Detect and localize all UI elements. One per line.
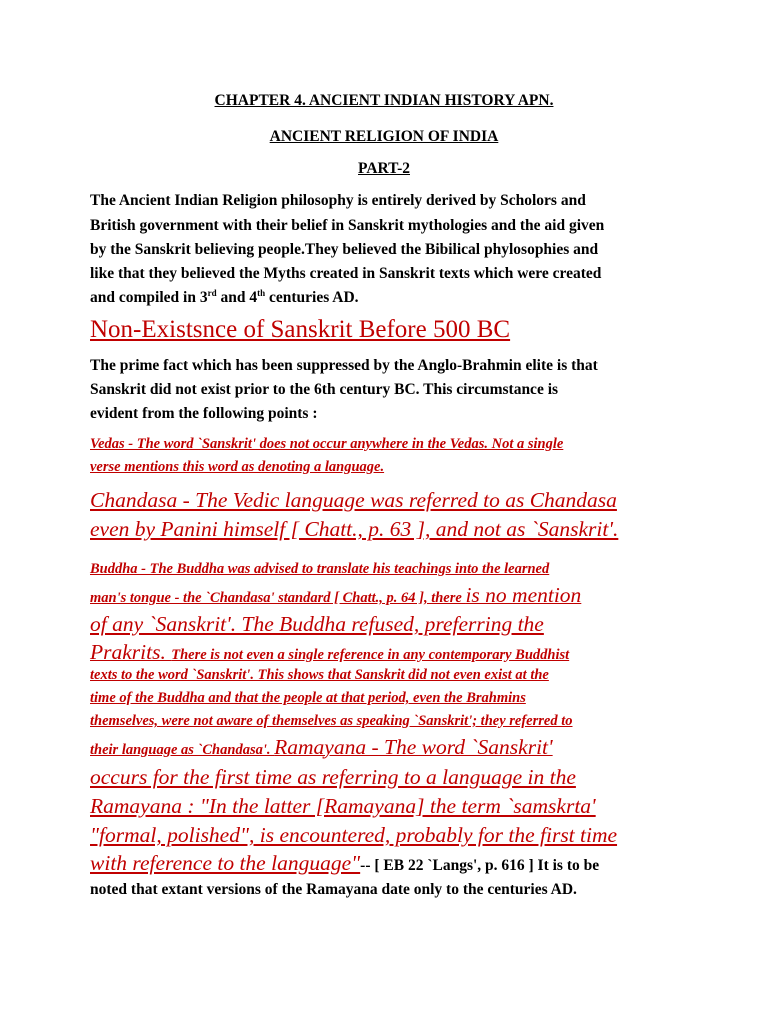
religion-heading: ANCIENT RELIGION OF INDIA: [269, 128, 499, 145]
ramayana-line-5: noted that extant versions of the Ramayana date only to the centuries AD.: [90, 881, 577, 898]
buddha-line-8-small: their language as `Chandasa'.: [90, 742, 275, 758]
buddha-line-1: Buddha - The Buddha was advised to translate his teachings into the learned: [90, 561, 550, 577]
vedas-line-2: verse mentions this word as denoting a language.: [90, 459, 385, 475]
buddha-line-4-large: Prakrits.: [90, 640, 172, 664]
chapter-heading: CHAPTER 4. ANCIENT INDIAN HISTORY APN.: [214, 92, 554, 109]
intro-line-3: by the Sanskrit believing people.They believed the Bibilical phylosophies and: [90, 241, 599, 258]
ramayana-line-4-quote: with reference to the language": [90, 851, 361, 875]
buddha-line-4: [90, 640, 569, 665]
intro-line-2: British government with their belief in Sanskrit mythologies and the aid given: [90, 217, 605, 234]
part-heading: PART-2: [358, 160, 410, 177]
superscript-th: th: [257, 287, 266, 298]
buddha-line-7: themselves, were not aware of themselves as speaking `Sanskrit'; they referred to: [90, 713, 573, 729]
intro-line-4: like that they believed the Myths created in Sanskrit texts which were created: [90, 265, 602, 282]
section-title: Non-Existsnce of Sanskrit Before 500 BC: [90, 316, 511, 343]
buddha-line-4-small: There is not even a single reference in any contemporary Buddhist: [171, 647, 570, 663]
ramayana-line-4: [90, 851, 599, 876]
prime-line-2: Sanskrit did not exist prior to the 6th century BC. This circumstance is: [90, 381, 559, 398]
buddha-line-5: texts to the word `Sanskrit'. This shows that Sanskrit did not even exist at the: [90, 667, 549, 683]
vedas-line-1: Vedas - The word `Sanskrit' does not occur anywhere in the Vedas. Not a single: [90, 436, 564, 452]
buddha-line-8-large: Ramayana - The word `Sanskrit': [274, 735, 553, 759]
intro-line-5-and: and 4: [216, 289, 258, 306]
intro-line-5: [90, 289, 359, 307]
buddha-line-2-small: man's tongue - the `Chandasa' standard [ Chatt., p. 64 ], there: [90, 590, 466, 606]
buddha-line-6: time of the Buddha and that the people at that period, even the Brahmins: [90, 690, 526, 706]
prime-line-1: The prime fact which has been suppressed by the Anglo-Brahmin elite is that: [90, 357, 598, 374]
buddha-line-2-large: is no mention: [465, 583, 582, 607]
chandasa-line-2: even by Panini himself [ Chatt., p. 63 ], and not as `Sanskrit'.: [90, 517, 619, 541]
intro-line-5-post: centuries AD.: [265, 289, 359, 306]
intro-line-1: The Ancient Indian Religion philosophy is entirely derived by Scholors and: [90, 192, 586, 209]
prime-line-3: evident from the following points :: [90, 405, 318, 422]
buddha-line-3: of any `Sanskrit'. The Buddha refused, preferring the: [90, 612, 544, 636]
intro-line-5-pre: and compiled in 3: [90, 289, 208, 306]
chandasa-line-1: Chandasa - The Vedic language was referred to as Chandasa: [90, 488, 617, 512]
ramayana-line-3: "formal, polished", is encountered, probably for the first time: [90, 823, 618, 847]
superscript-rd: rd: [207, 287, 217, 298]
ramayana-line-1: occurs for the first time as referring to a language in the: [90, 765, 576, 789]
ramayana-line-2: Ramayana : "In the latter [Ramayana] the term `samskrta': [90, 794, 596, 818]
buddha-line-8: [90, 735, 553, 760]
ramayana-line-4-citation: -- [ EB 22 `Langs', p. 616 ] It is to be: [360, 857, 600, 874]
buddha-line-2: [90, 583, 581, 608]
